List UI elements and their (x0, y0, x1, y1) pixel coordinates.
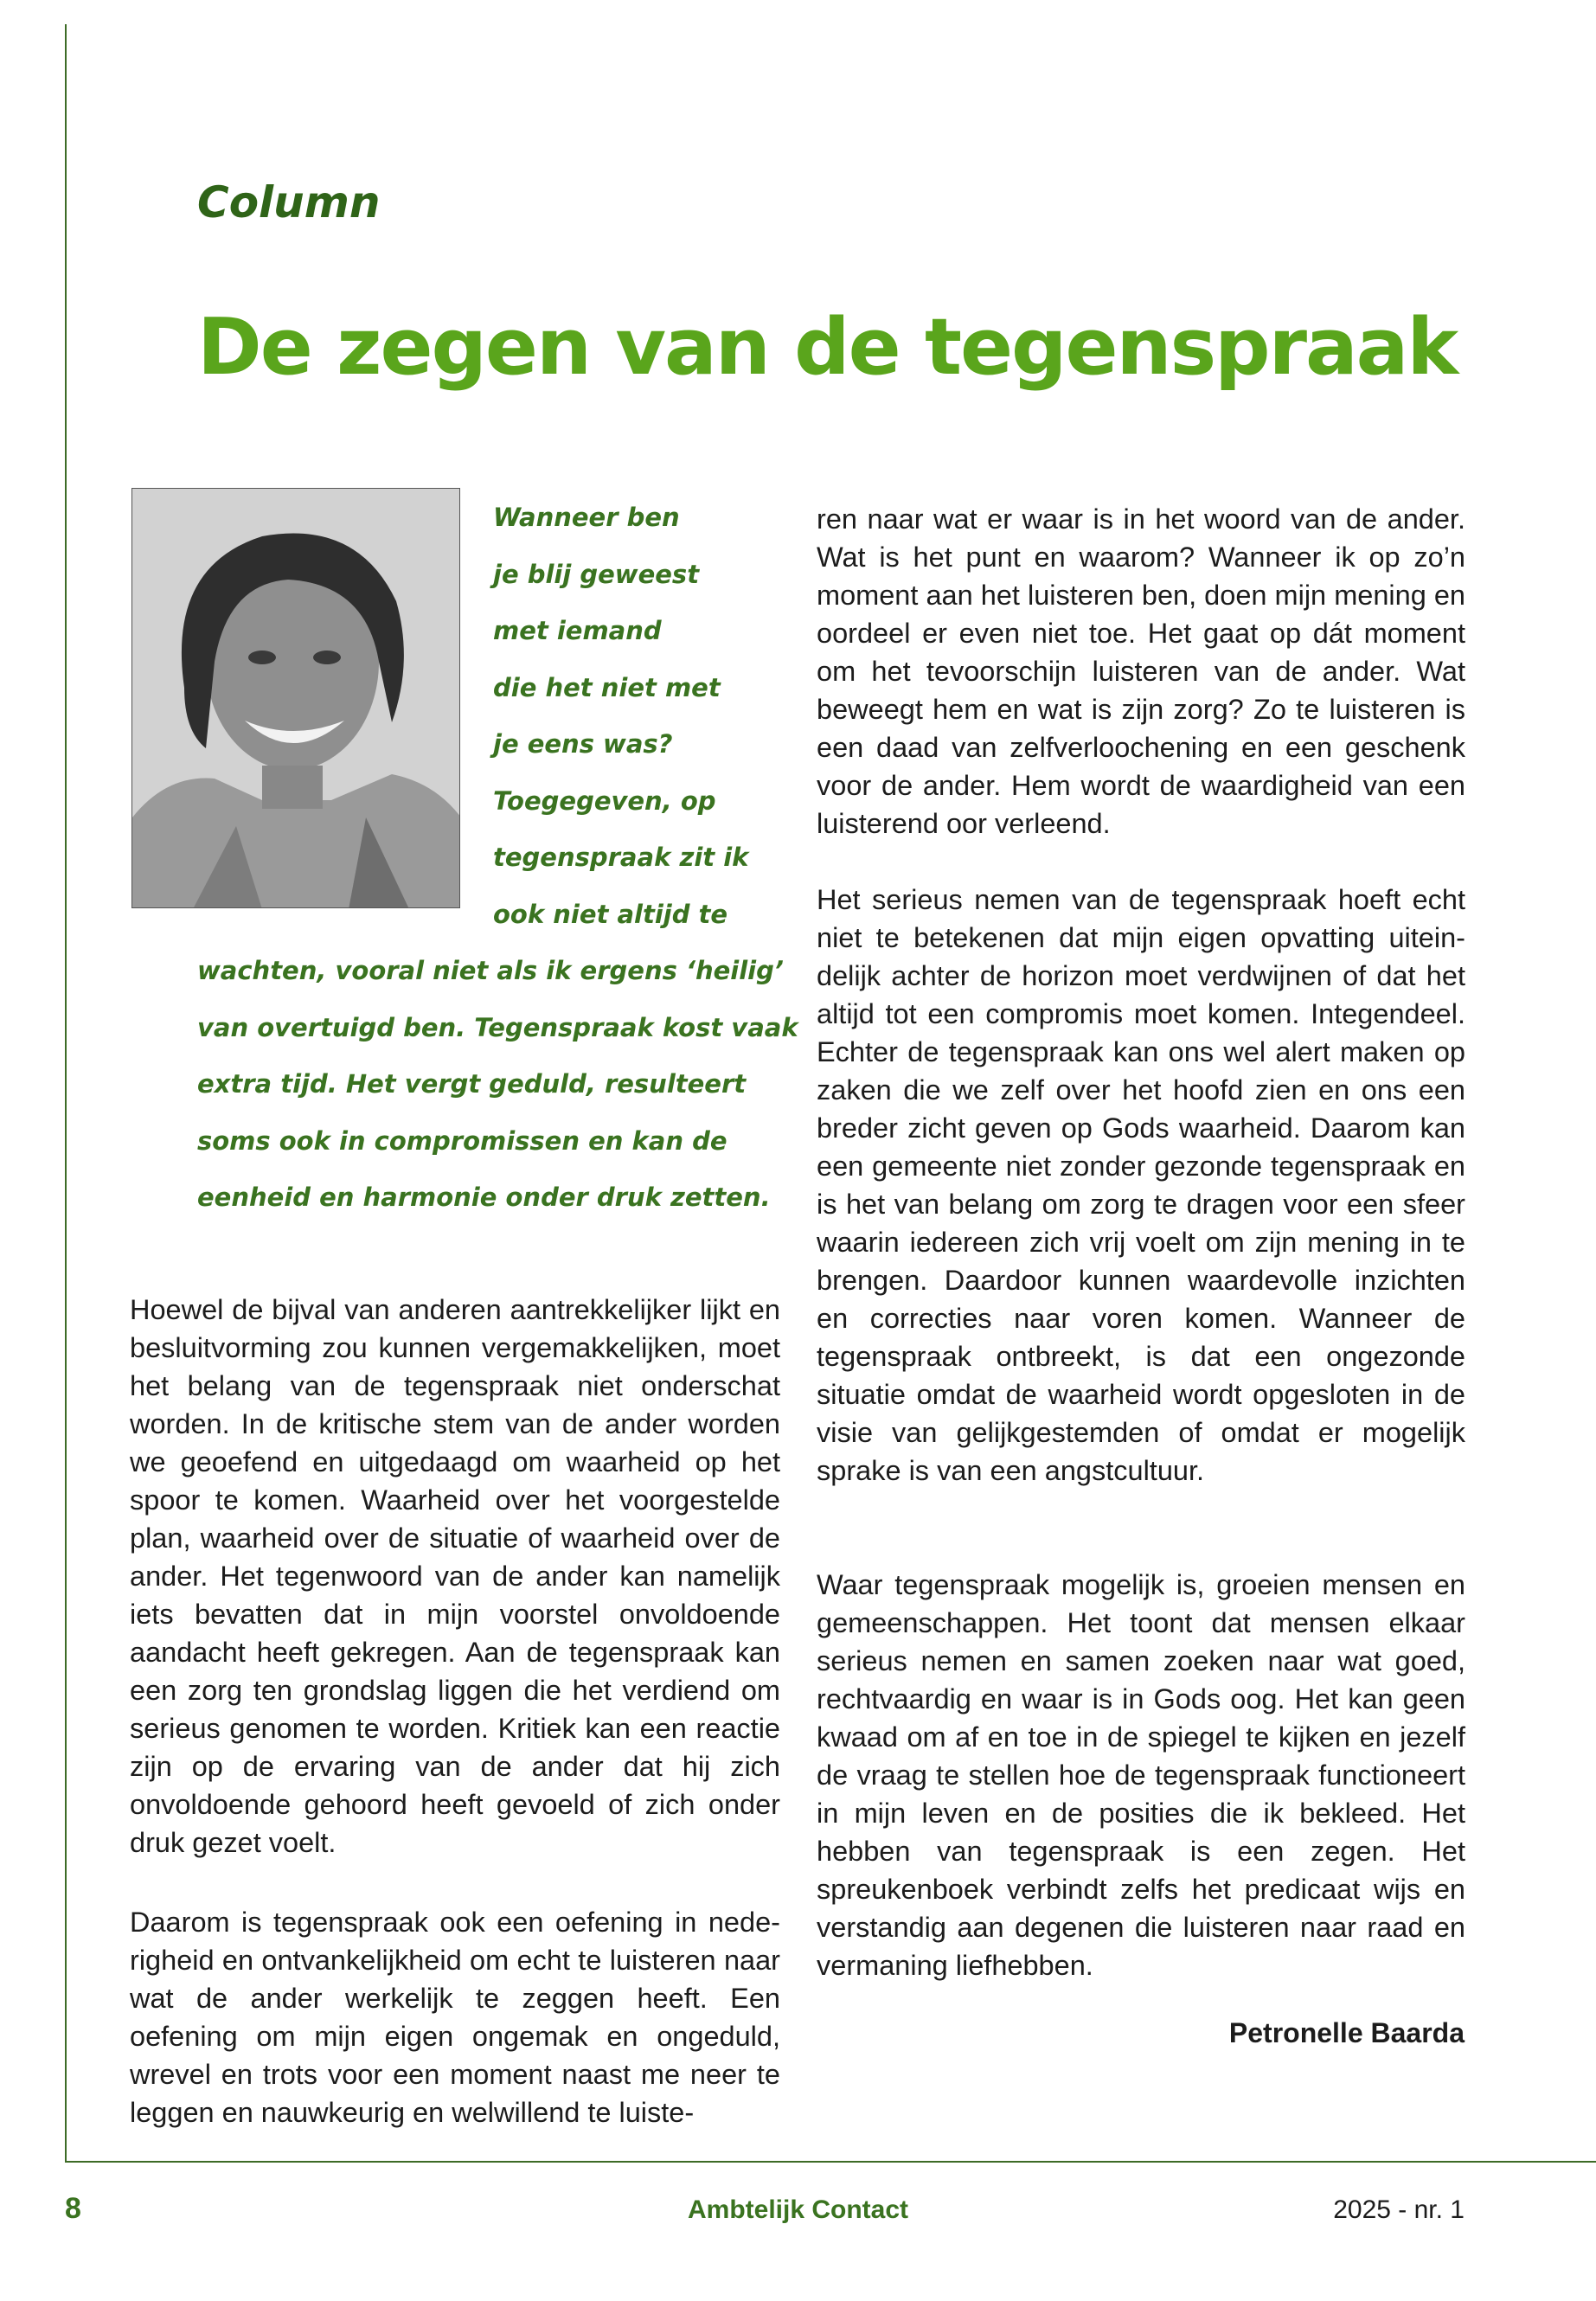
author-portrait (131, 488, 460, 908)
pull-quote-line: soms ook in compromissen en kan de (197, 1125, 727, 1156)
body-paragraph: Waar tegenspraak mogelijk is, groeien mensen en gemeenschappen. Het toont dat mensen elkaar serieus nemen en samen zoeken naar wat goed, rechtvaardig en waar is in Gods oog. Het kan geen kwaad om af en toe in de spiegel te kijken en jezelf de vraag te stellen hoe de tegenspraak functioneert in mijn leven en de posities die ik bekleed. Het hebben van tegenspraak is een zegen. Het spreukenboek verbindt zelfs het predicaat wijs en verstandig aan degenen die luisteren naar raad en vermaning liefhebben. (817, 1569, 1465, 1981)
pull-quote-line: die het niet met (493, 672, 721, 702)
pull-quote-line: van overtuigd ben. Tegenspraak kost vaak (197, 1012, 798, 1042)
publication-title: Ambtelijk Contact (687, 2195, 909, 2224)
pull-quote-line: wachten, vooral niet als ik ergens ‘heilig’ (197, 956, 784, 985)
issue-number: 2025 - nr. 1 (1333, 2195, 1465, 2224)
page-border-horizontal (65, 2161, 1596, 2163)
pull-quote-line: eenheid en harmonie onder druk zetten. (197, 1183, 771, 1212)
page-number: 8 (65, 2192, 81, 2225)
pull-quote-line: extra tijd. Het vergt geduld, resulteert (197, 1069, 747, 1099)
pull-quote-line: met iemand (493, 616, 662, 645)
pull-quote-line: je eens was? (493, 729, 673, 759)
body-paragraph: Het serieus nemen van de tegenspraak hoeft echt niet te betekenen dat mijn eigen opvatting uiteindelijk achter de horizon moet verdwijnen of dat het altijd tot een compromis moet komen. Integendeel. Echter de tegenspraak kan ons wel alert maken op zaken die we zelf over het hoofd zien en ons een breder zicht geven op Gods waarheid. Daarom kan een gemeente niet zonder gezonde tegenspraak en is het van belang om zorg te dragen voor een sfeer waarin iedereen zich vrij voelt om zijn mening in te brengen. Daardoor kunnen waardevolle inzichten en correcties naar voren komen. Wanneer de tegenspraak ontbreekt, is dat een ongezonde situatie omdat de waarheid wordt opgesloten in de visie van gelijkgestemden of omdat er mogelijk sprake is van een angstcultuur. (817, 884, 1465, 1486)
page-border-vertical (65, 24, 67, 2163)
section-label: Column (197, 177, 381, 228)
pull-quote-below-photo (197, 943, 803, 1227)
body-paragraph: Daarom is tegenspraak ook een oefening in nederigheid en ontvankelijkheid om echt te luisteren naar wat de ander werkelijk te zeggen heeft. Een oefening om mijn eigen ongemak en ongeduld, wrevel en trots voor een moment naast me neer te leggen en nauwkeurig en welwillend te luiste- (130, 1907, 780, 2128)
author-signature: Petronelle Baarda (1228, 2017, 1465, 2048)
body-paragraph: Hoewel de bijval van anderen aantrekkelijker lijkt en besluitvorming zou kunnen vergemakkelijken, moet het belang van de tegenspraak niet onderschat worden. In de kritische stem van de ander worden we geoefend en uitgedaagd om waarheid op het spoor te komen. Waarheid over het voorgestelde plan, waarheid over de situatie of waarheid over de ander. Het tegenwoord van de ander kan namelijk iets bevatten dat in mijn voorstel onvoldoende aandacht heeft gekregen. Aan de tegenspraak kan een zorg ten grondslag liggen die het verdiend om serieus genomen te worden. Kritiek kan een reactie zijn op de ervaring van de ander dat hij zich onvoldoende gehoord heeft gevoeld of zich onder druk gezet voelt. (130, 1294, 780, 1858)
pull-quote-line: Toegegeven, op (493, 785, 716, 816)
article-headline: De zegen van de tegenspraak (197, 302, 1458, 393)
pull-quote-line: Wanneer ben (493, 503, 680, 532)
pull-quote-beside-photo (493, 490, 753, 943)
body-paragraph: ren naar wat er waar is in het woord van de ander. Wat is het punt en waarom? Wanneer ik op zo’n moment aan het luisteren ben, doen mijn mening en oordeel er even niet toe. Het gaat op dát moment om het tevoorschijn luisteren van de ander. Wat beweegt hem en wat is zijn zorg? Zo te luisteren is een daad van zelfverloochening en een geschenk voor de ander. Hem wordt de waardigheid van een luisterend oor verleend. (817, 503, 1465, 839)
pull-quote-line: je blij geweest (493, 559, 700, 589)
pull-quote-line: tegenspraak zit ik (493, 843, 749, 872)
pull-quote-line: ook niet altijd te (493, 899, 728, 929)
